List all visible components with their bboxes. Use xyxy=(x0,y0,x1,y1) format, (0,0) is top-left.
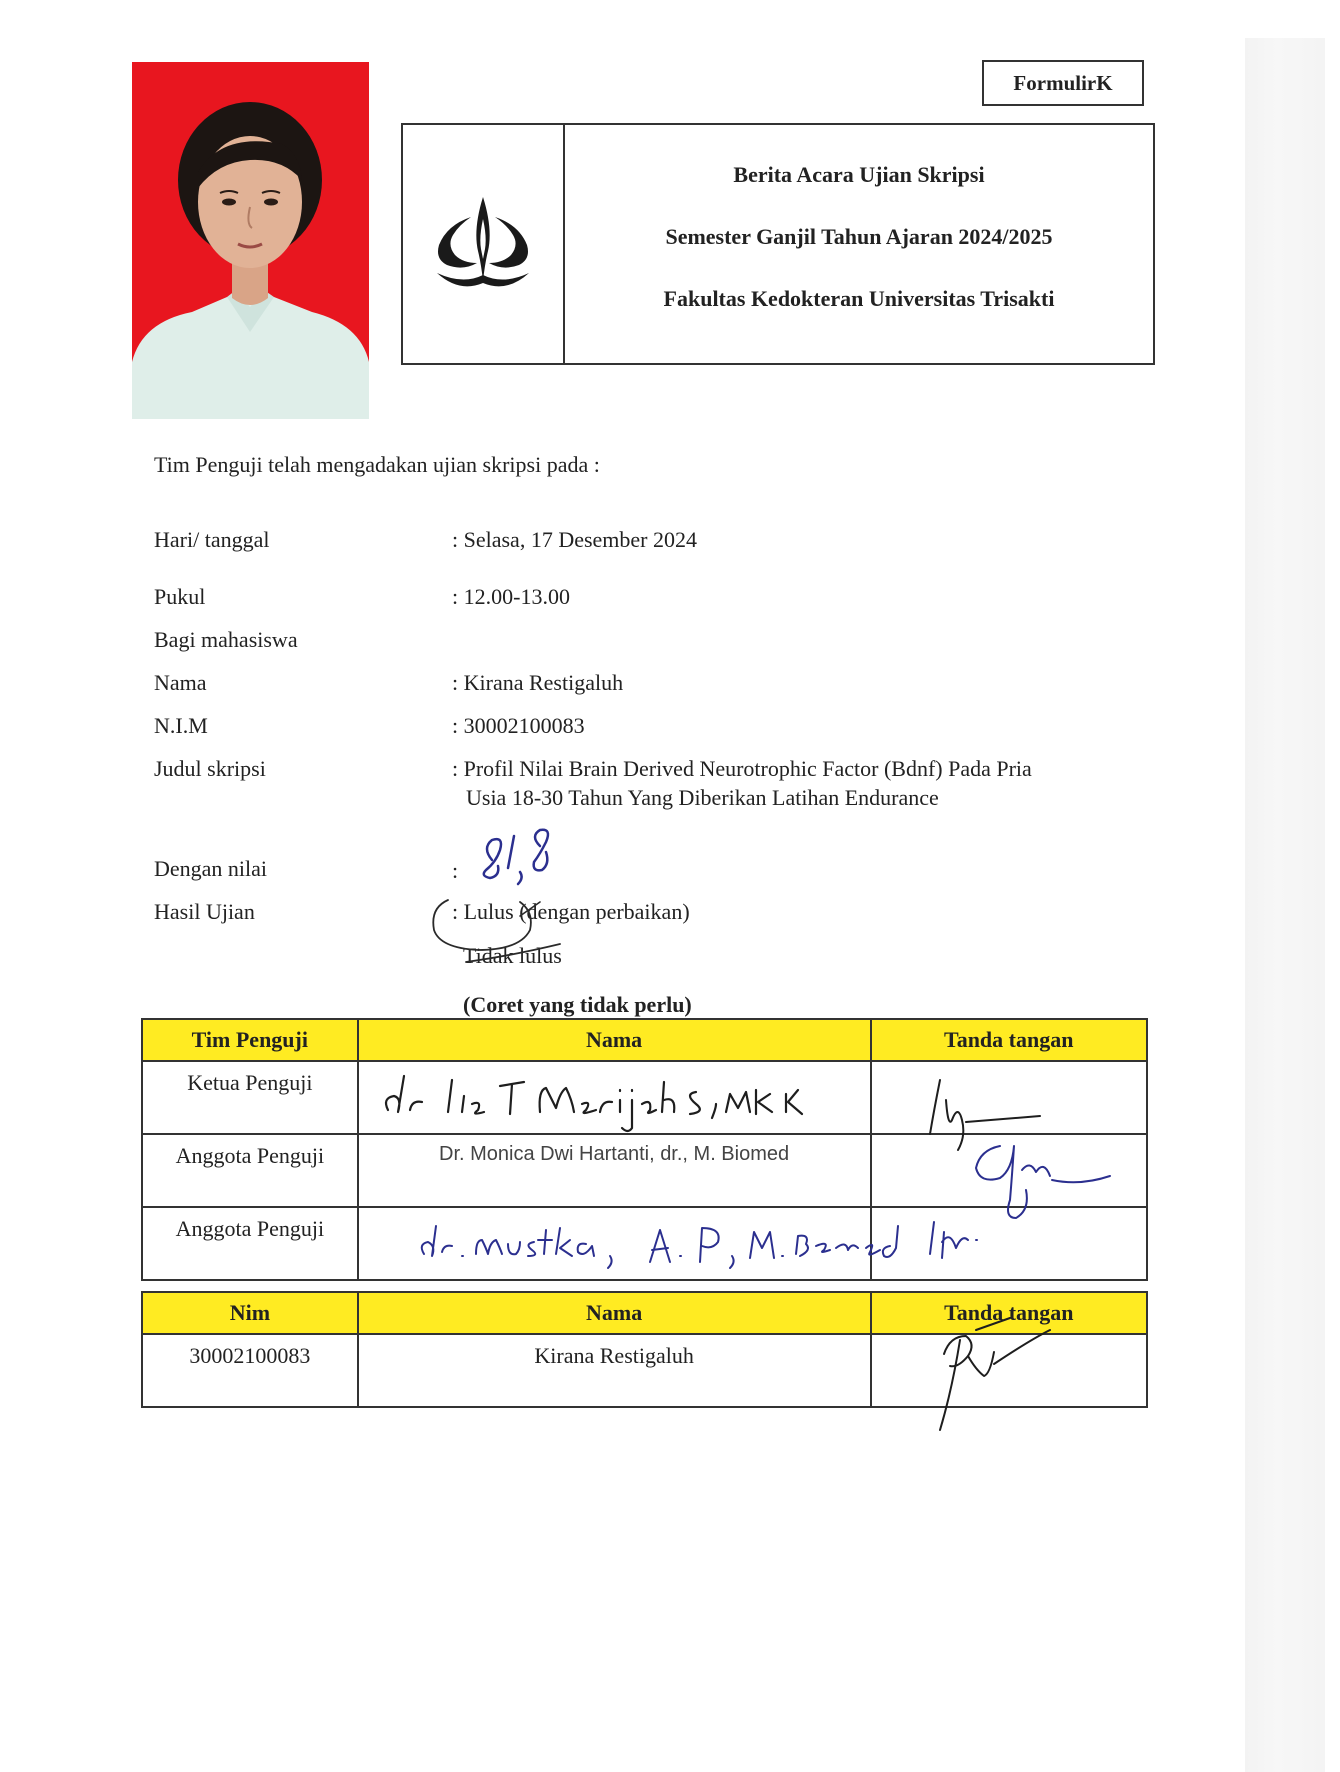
hasil-label: Hasil Ujian xyxy=(154,899,255,924)
signature-cell xyxy=(871,1061,1147,1134)
pukul-label: Pukul xyxy=(154,584,206,609)
judul-line-2: Usia 18-30 Tahun Yang Diberikan Latihan Endurance xyxy=(466,785,939,810)
examiner-name: Dr. Monica Dwi Hartanti, dr., M. Biomed xyxy=(358,1134,871,1207)
judul-label: Judul skripsi xyxy=(154,756,266,781)
hasil-option-tidak-lulus: Tidak lulus xyxy=(463,943,562,968)
column-header: Nama xyxy=(358,1292,871,1334)
header-title-1: Berita Acara Ujian Skripsi xyxy=(733,162,985,187)
signature-cell xyxy=(871,1207,1147,1280)
student-table xyxy=(141,1291,1148,1408)
table-row xyxy=(142,1207,1147,1280)
document-header xyxy=(401,123,1155,365)
header-titles xyxy=(565,125,1153,363)
judul-value xyxy=(452,754,1152,812)
nilai-colon: : xyxy=(452,858,459,883)
form-code: FormulirK xyxy=(1013,70,1113,95)
hari-label: Hari/ tanggal xyxy=(154,527,270,552)
nama-value: : Kirana Restigaluh xyxy=(452,670,624,695)
examiners-header-row xyxy=(142,1019,1147,1061)
examiner-role: Anggota Penguji xyxy=(142,1134,358,1207)
column-header: Tim Penguji xyxy=(142,1019,358,1061)
nim-label: N.I.M xyxy=(154,713,208,738)
column-header: Nim xyxy=(142,1292,358,1334)
student-photo xyxy=(132,62,369,419)
examiner-role: Anggota Penguji xyxy=(142,1207,358,1280)
examiner-name xyxy=(358,1061,871,1134)
student-header-row xyxy=(142,1292,1147,1334)
university-logo-cell xyxy=(403,125,565,363)
hari-value: : Selasa, 17 Desember 2024 xyxy=(452,527,697,552)
nilai-label: Dengan nilai xyxy=(154,856,268,881)
header-title-3: Fakultas Kedokteran Universitas Trisakti xyxy=(663,286,1055,311)
university-logo-icon xyxy=(423,189,543,299)
student-nim: 30002100083 xyxy=(142,1334,358,1407)
scan-margin xyxy=(1245,38,1325,1772)
column-header: Nama xyxy=(358,1019,871,1061)
signature-cell xyxy=(871,1134,1147,1207)
nim-value: : 30002100083 xyxy=(452,713,585,738)
intro-text: Tim Penguji telah mengadakan ujian skripsi pada : xyxy=(154,452,600,477)
hasil-value: : Lulus (dengan perbaikan) xyxy=(452,899,690,924)
pukul-value: : 12.00-13.00 xyxy=(452,584,570,609)
bagi-mahasiswa-label: Bagi mahasiswa xyxy=(154,627,298,652)
judul-line-1: : Profil Nilai Brain Derived Neurotrophic Factor (Bdnf) Pada Pria xyxy=(452,756,1032,781)
column-header: Tanda tangan xyxy=(871,1292,1147,1334)
nama-label: Nama xyxy=(154,670,207,695)
examiner-name xyxy=(358,1207,871,1280)
signature-cell xyxy=(871,1334,1147,1407)
student-name: Kirana Restigaluh xyxy=(358,1334,871,1407)
table-row xyxy=(142,1134,1147,1207)
table-row xyxy=(142,1334,1147,1407)
strike-note: (Coret yang tidak perlu) xyxy=(463,992,692,1017)
column-header: Tanda tangan xyxy=(871,1019,1147,1061)
examiner-role: Ketua Penguji xyxy=(142,1061,358,1134)
header-title-2: Semester Ganjil Tahun Ajaran 2024/2025 xyxy=(665,224,1053,249)
examiners-table xyxy=(141,1018,1148,1281)
table-row xyxy=(142,1061,1147,1134)
form-code-box xyxy=(982,60,1144,106)
